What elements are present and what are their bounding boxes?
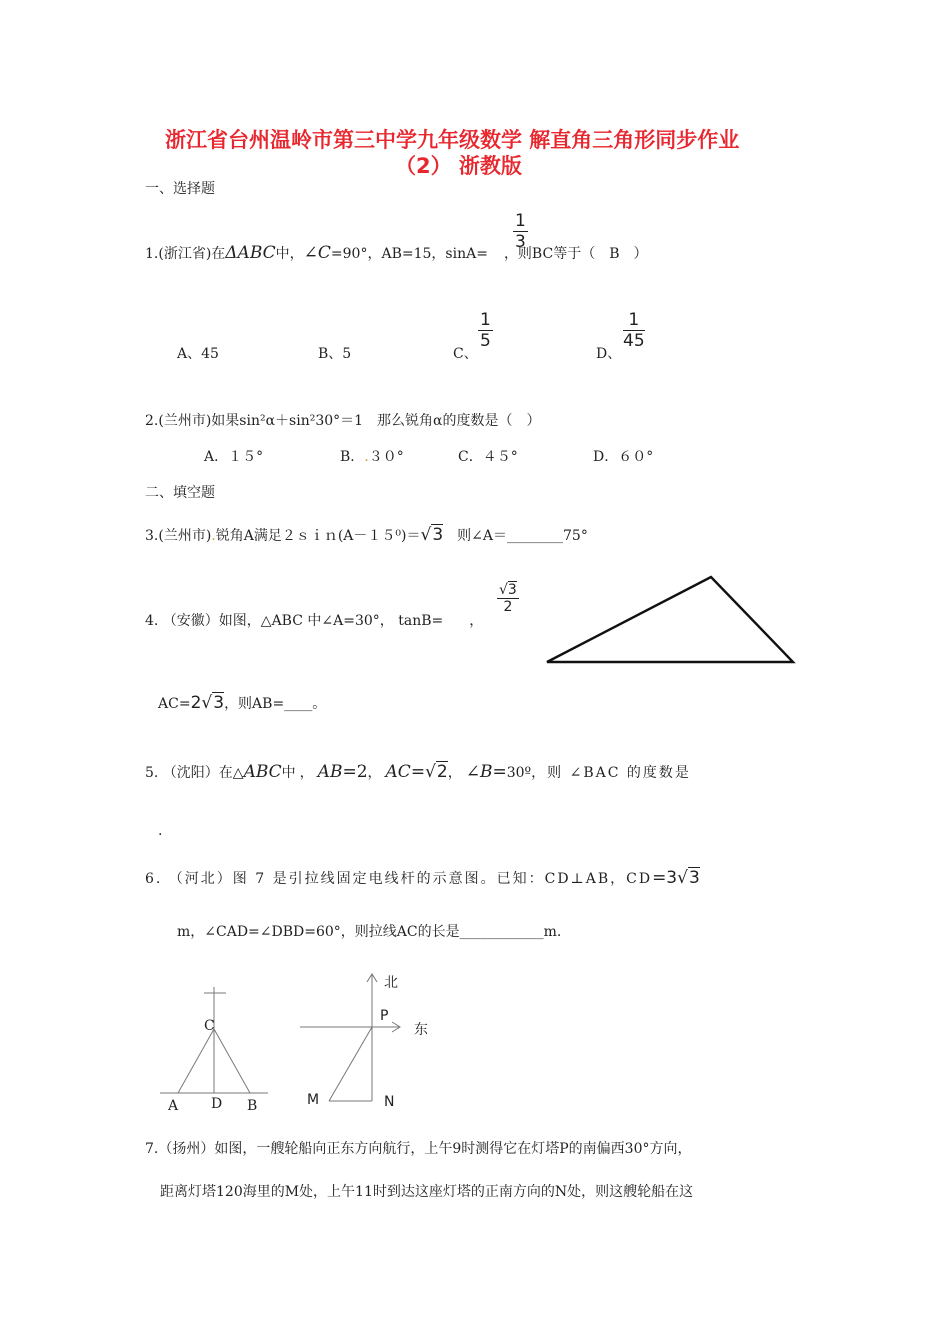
q1-triangle: ΔABC: [225, 243, 276, 263]
pole-label-d: D: [211, 1096, 223, 1112]
compass-east-label: 东: [414, 1022, 428, 1038]
q4-triangle-figure: [540, 570, 800, 670]
question-6: 6. （河北）图 7 是引拉线固定电线杆的示意图。已知：CD⊥AB，CD=3√3: [145, 868, 700, 888]
question-2: 2.(兰州市)如果sin²α＋sin²30°＝1 那么锐角α的度数是（ ）: [145, 413, 541, 429]
q1-sina-fraction: $\frac{1}{3}$: [515, 211, 526, 252]
compass-n-label: N: [384, 1094, 395, 1110]
q1-prefix: 1.(浙江省)在: [145, 246, 226, 262]
question-3: 3.(兰州市).锐角A满足２ｓｉｎ(A－１５⁰)＝√3 则∠A＝________75°: [145, 525, 588, 545]
q1-option-d-fraction: $\frac{1}{45}$: [623, 310, 645, 351]
section-choice-heading: 一、选择题: [145, 181, 215, 197]
q1-option-c-fraction: $\frac{1}{5}$: [480, 310, 491, 351]
compass-figure: [295, 970, 425, 1105]
q3-sqrt: √3: [420, 525, 444, 545]
q1-option-c-label: C、: [453, 346, 478, 362]
pole-label-a: A: [168, 1098, 179, 1114]
page-subtitle: （2） 浙教版: [395, 154, 522, 178]
q1-option-a: A、45: [177, 346, 219, 362]
compass-p-label: P: [380, 1008, 389, 1024]
section-fill-heading: 二、填空题: [145, 485, 215, 501]
compass-m-label: M: [307, 1092, 320, 1108]
q6-line2: m，∠CAD=∠DBD=60°，则拉线AC的长是____________m.: [177, 924, 562, 940]
q2-option-c: C．４５°: [458, 449, 518, 465]
pole-label-b: B: [247, 1098, 258, 1114]
question-1: [145, 243, 648, 263]
q1-mid: 中，: [275, 246, 304, 262]
q5-dot: .: [158, 823, 163, 839]
q2-option-a: A．１５°: [204, 449, 264, 465]
q4-tanb-fraction: $\frac{√3}{2}$: [499, 582, 517, 616]
q1-angle: ∠C: [303, 243, 331, 263]
question-4: 4. （安徽）如图，△ABC 中∠A=30°， tanB= ，: [145, 613, 484, 629]
q1-option-b: B、5: [318, 346, 352, 362]
question-7-line2: 距离灯塔120海里的M处，上午11时到达这座灯塔的正南方向的N处，则这艘轮船在这: [160, 1184, 694, 1200]
q2-option-d: D．６０°: [593, 449, 654, 465]
question-5: 5. （沈阳）在△ABC中，AB=2，AC=√2，∠B=30º，则 ∠BAC 的度数是: [145, 762, 691, 782]
q4-ac-line: AC=2√3，则AB=____。: [158, 693, 327, 713]
q1-eq90: =90°: [330, 246, 368, 262]
q2-option-b: B．.３０°: [340, 449, 404, 465]
pole-label-c: C: [204, 1018, 215, 1034]
q1-rest1: ，AB=15，sinA=: [367, 246, 488, 262]
question-7-line1: 7.（扬州）如图，一艘轮船向正东方向航行，上午9时测得它在灯塔P的南偏西30°方向，: [145, 1141, 692, 1157]
page-title: 浙江省台州温岭市第三中学九年级数学 解直角三角形同步作业: [165, 128, 740, 152]
q1-rest2: ，则BC等于（ B ）: [503, 246, 648, 262]
q1-option-d-label: D、: [596, 346, 622, 362]
compass-north-label: 北: [384, 975, 398, 991]
